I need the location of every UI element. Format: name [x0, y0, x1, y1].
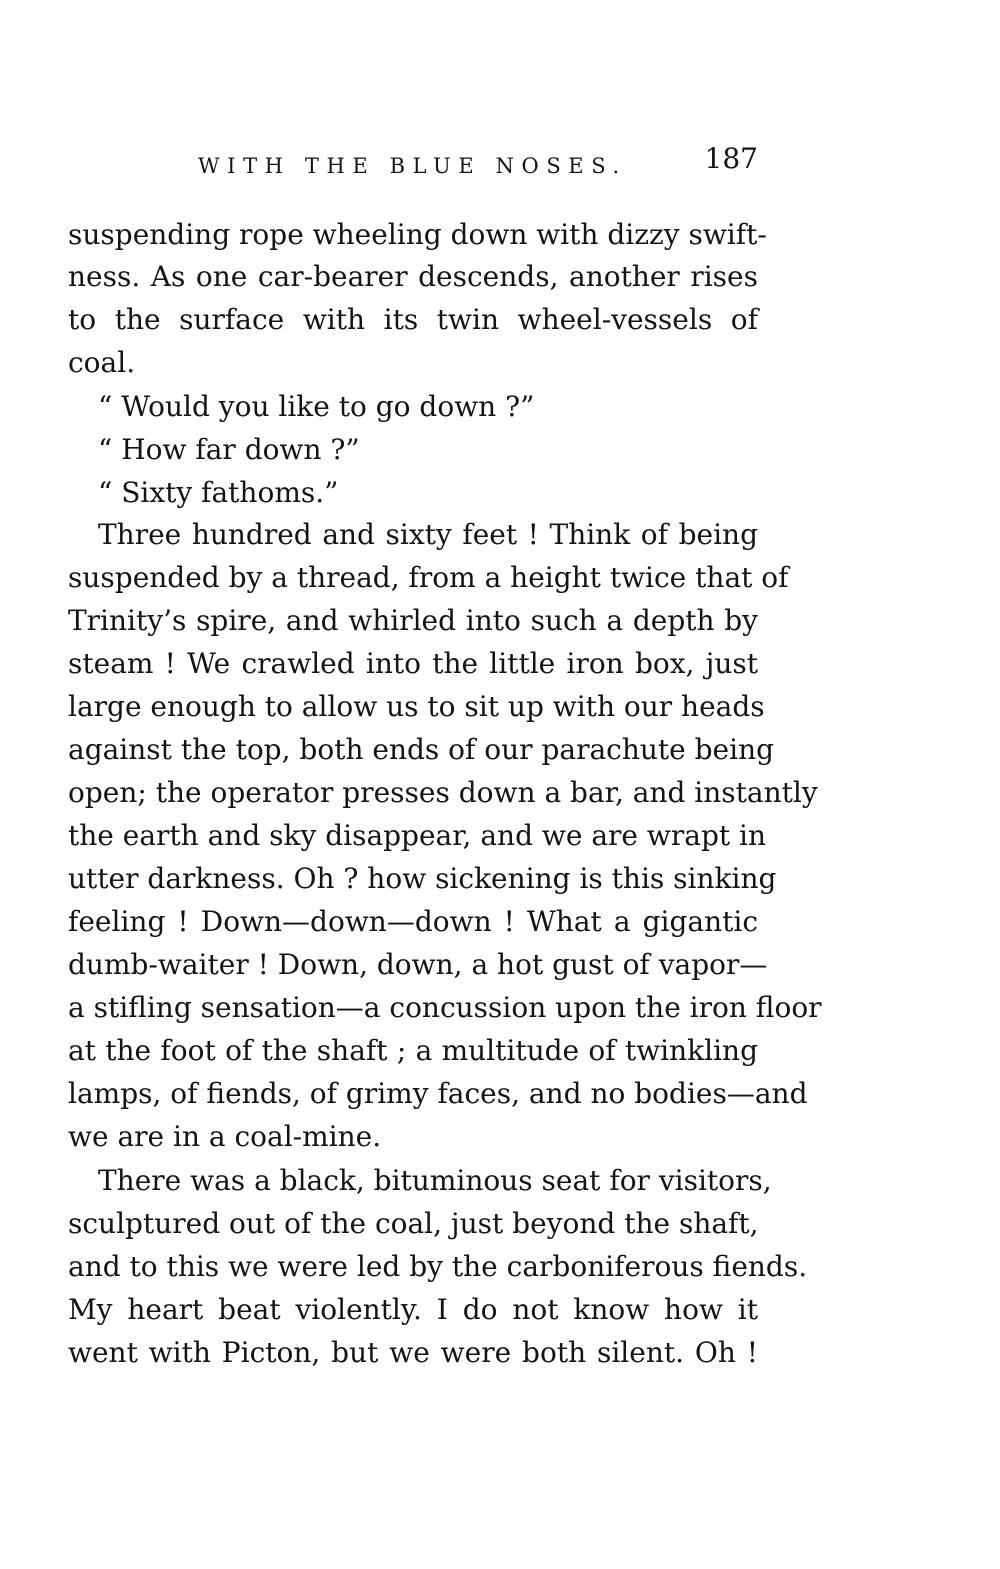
text-line: dumb-waiter ! Down, down, a hot gust of vapor— [68, 948, 768, 981]
text-line: against the top, both ends of our parachute being [68, 733, 775, 766]
text-line: Trinity’s spire, and whirled into such a depth by [68, 604, 758, 637]
page-number: 187 [704, 142, 758, 175]
text-line: sculptured out of the coal, just beyond the shaft, [68, 1207, 759, 1240]
text-line: lamps, of fiends, of grimy faces, and no bodies—and [68, 1077, 808, 1110]
text-line: suspending rope wheeling down with dizzy swift- [68, 218, 767, 251]
text-line: steam ! We crawled into the little iron box, just [68, 647, 758, 680]
dialogue-line: “ How far down ?” [98, 433, 360, 466]
text-line: at the foot of the shaft ; a multitude of twinkling [68, 1034, 758, 1067]
text-line: the earth and sky disappear, and we are wrapt in [68, 819, 767, 852]
text-line: ness. As one car-bearer descends, another rises [68, 260, 758, 293]
running-head [198, 142, 758, 190]
text-line: large enough to allow us to sit up with our heads [68, 690, 765, 723]
text-line: coal. [68, 346, 136, 379]
text-line: My heart beat violently. I do not know how it [68, 1293, 758, 1326]
text-line: and to this we were led by the carboniferous fiends. [68, 1250, 808, 1283]
text-line: open; the operator presses down a bar, and instantly [68, 776, 818, 809]
text-line: we are in a coal-mine. [68, 1120, 382, 1153]
text-line: suspended by a thread, from a height twice that of [68, 561, 789, 594]
text-line: utter darkness. Oh ? how sickening is this sinking [68, 862, 777, 895]
text-line: went with Picton, but we were both silent. Oh ! [68, 1336, 758, 1369]
running-title: WITH THE BLUE NOSES. [198, 154, 627, 178]
text-line: feeling ! Down—down—down ! What a gigantic [68, 905, 758, 938]
text-line: a stifling sensation—a concussion upon the iron floor [68, 991, 822, 1024]
text-line: to the surface with its twin wheel-vessels of [68, 303, 758, 336]
dialogue-line: “ Would you like to go down ?” [98, 390, 535, 423]
dialogue-line: “ Sixty fathoms.” [98, 476, 339, 509]
text-line: There was a black, bituminous seat for visitors, [98, 1164, 772, 1197]
text-line: Three hundred and sixty feet ! Think of being [98, 518, 758, 551]
